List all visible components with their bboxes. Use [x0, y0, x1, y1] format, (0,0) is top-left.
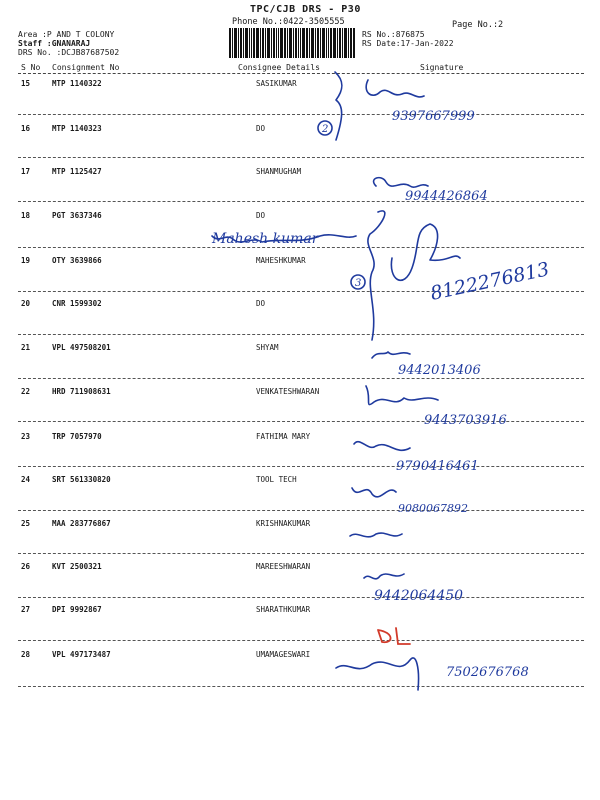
signature-stroke — [212, 235, 356, 242]
column-header-sno: S No — [21, 63, 41, 72]
handwritten-phone: 9790416461 — [396, 459, 479, 474]
row-divider — [18, 553, 584, 554]
row-consignment: TRP 7057970 — [52, 432, 102, 441]
row-consignment: PGT 3637346 — [52, 211, 102, 220]
row-divider — [18, 640, 584, 641]
row-consignee: SHYAM — [256, 343, 279, 352]
row-sno: 27 — [21, 605, 31, 614]
row-divider — [18, 597, 584, 598]
row-consignee: SASIKUMAR — [256, 79, 297, 88]
staff-label: Staff :GNANARAJ — [18, 39, 91, 48]
phone-number: Phone No.:0422-3505555 — [232, 17, 345, 27]
handwritten-name-note: Mahesh kumar — [212, 231, 319, 247]
signature-stroke — [378, 628, 410, 644]
row-consignee: DO — [256, 124, 266, 133]
column-header-signature: Signature — [420, 63, 464, 72]
handwritten-marker: 3 — [355, 278, 362, 289]
row-sno: 23 — [21, 432, 31, 441]
row-sno: 16 — [21, 124, 31, 133]
sheet-title: TPC/CJB DRS - P30 — [250, 4, 361, 15]
row-divider — [18, 114, 584, 115]
drs-number: DRS No. :DCJB87687502 — [18, 48, 120, 57]
signature-stroke — [368, 211, 385, 340]
signature-stroke — [391, 224, 460, 280]
row-divider — [18, 378, 584, 379]
row-sno: 15 — [21, 79, 31, 88]
row-consignment: MTP 1140322 — [52, 79, 102, 88]
row-consignee: DO — [256, 211, 266, 220]
row-consignment: OTY 3639866 — [52, 256, 102, 265]
signature-stroke — [318, 121, 332, 135]
row-sno: 22 — [21, 387, 31, 396]
row-sno: 21 — [21, 343, 31, 352]
barcode-image — [229, 28, 355, 58]
row-divider — [18, 421, 584, 422]
row-consignment: HRD 711908631 — [52, 387, 111, 396]
handwritten-phone: 7502676768 — [446, 665, 529, 680]
row-consignment: MAA 283776867 — [52, 519, 111, 528]
handwritten-phone: 9080067892 — [398, 502, 468, 515]
handwritten-phone: 8122276813 — [428, 258, 552, 305]
signature-stroke — [366, 80, 424, 97]
row-divider — [18, 686, 584, 687]
row-sno: 19 — [21, 256, 31, 265]
handwritten-phone: 9442064450 — [374, 588, 464, 604]
row-consignee: SHARATHKUMAR — [256, 605, 311, 614]
row-consignment: MTP 1140323 — [52, 124, 102, 133]
row-divider — [18, 247, 584, 248]
row-divider — [18, 201, 584, 202]
row-consignment: CNR 1599302 — [52, 299, 102, 308]
signature-stroke — [354, 442, 410, 451]
row-consignee: KRISHNAKUMAR — [256, 519, 311, 528]
row-sno: 18 — [21, 211, 31, 220]
rs-date: RS Date:17-Jan-2022 — [362, 39, 454, 48]
row-consignee: UMAMAGESWARI — [256, 650, 311, 659]
handwritten-phone: 9443703916 — [424, 413, 507, 428]
row-divider — [18, 510, 584, 511]
row-consignee: MAREESHWARAN — [256, 562, 311, 571]
row-consignee: MAHESHKUMAR — [256, 256, 306, 265]
rs-number: RS No.:876875 — [362, 30, 425, 39]
column-header-consignee: Consignee Details — [238, 63, 320, 72]
handwritten-phone: 9442013406 — [398, 363, 481, 378]
row-divider — [18, 291, 584, 292]
row-consignee: TOOL TECH — [256, 475, 297, 484]
row-consignment: SRT 561330820 — [52, 475, 111, 484]
row-sno: 26 — [21, 562, 31, 571]
header-divider — [18, 73, 584, 74]
area-label: Area :P AND T COLONY — [18, 30, 115, 39]
row-consignment: DPI 9992867 — [52, 605, 102, 614]
page-number: Page No.:2 — [452, 20, 504, 30]
column-header-consignment: Consignment No — [52, 63, 120, 72]
row-consignment: VPL 497508201 — [52, 343, 111, 352]
handwritten-phone: 9397667999 — [392, 109, 475, 124]
signature-stroke — [335, 72, 342, 140]
signature-stroke — [364, 574, 404, 579]
signature-stroke — [352, 488, 396, 497]
row-consignee: VENKATESHWARAN — [256, 387, 320, 396]
signature-stroke — [351, 275, 365, 289]
row-consignment: VPL 497173487 — [52, 650, 111, 659]
signature-stroke — [366, 386, 438, 405]
row-sno: 28 — [21, 650, 31, 659]
row-consignment: MTP 1125427 — [52, 167, 102, 176]
row-sno: 24 — [21, 475, 31, 484]
row-consignee: FATHIMA MARY — [256, 432, 311, 441]
row-sno: 25 — [21, 519, 31, 528]
handwritten-phone: 9944426864 — [405, 189, 488, 204]
signature-stroke — [372, 352, 410, 358]
row-consignment: KVT 2500321 — [52, 562, 102, 571]
handwritten-marker: 2 — [322, 124, 329, 135]
row-consignee: DO — [256, 299, 266, 308]
row-divider — [18, 157, 584, 158]
row-consignee: SHANMUGHAM — [256, 167, 302, 176]
row-divider — [18, 334, 584, 335]
signature-stroke — [350, 533, 402, 537]
row-sno: 20 — [21, 299, 31, 308]
row-divider — [18, 466, 584, 467]
signature-stroke — [374, 178, 428, 188]
row-sno: 17 — [21, 167, 31, 176]
